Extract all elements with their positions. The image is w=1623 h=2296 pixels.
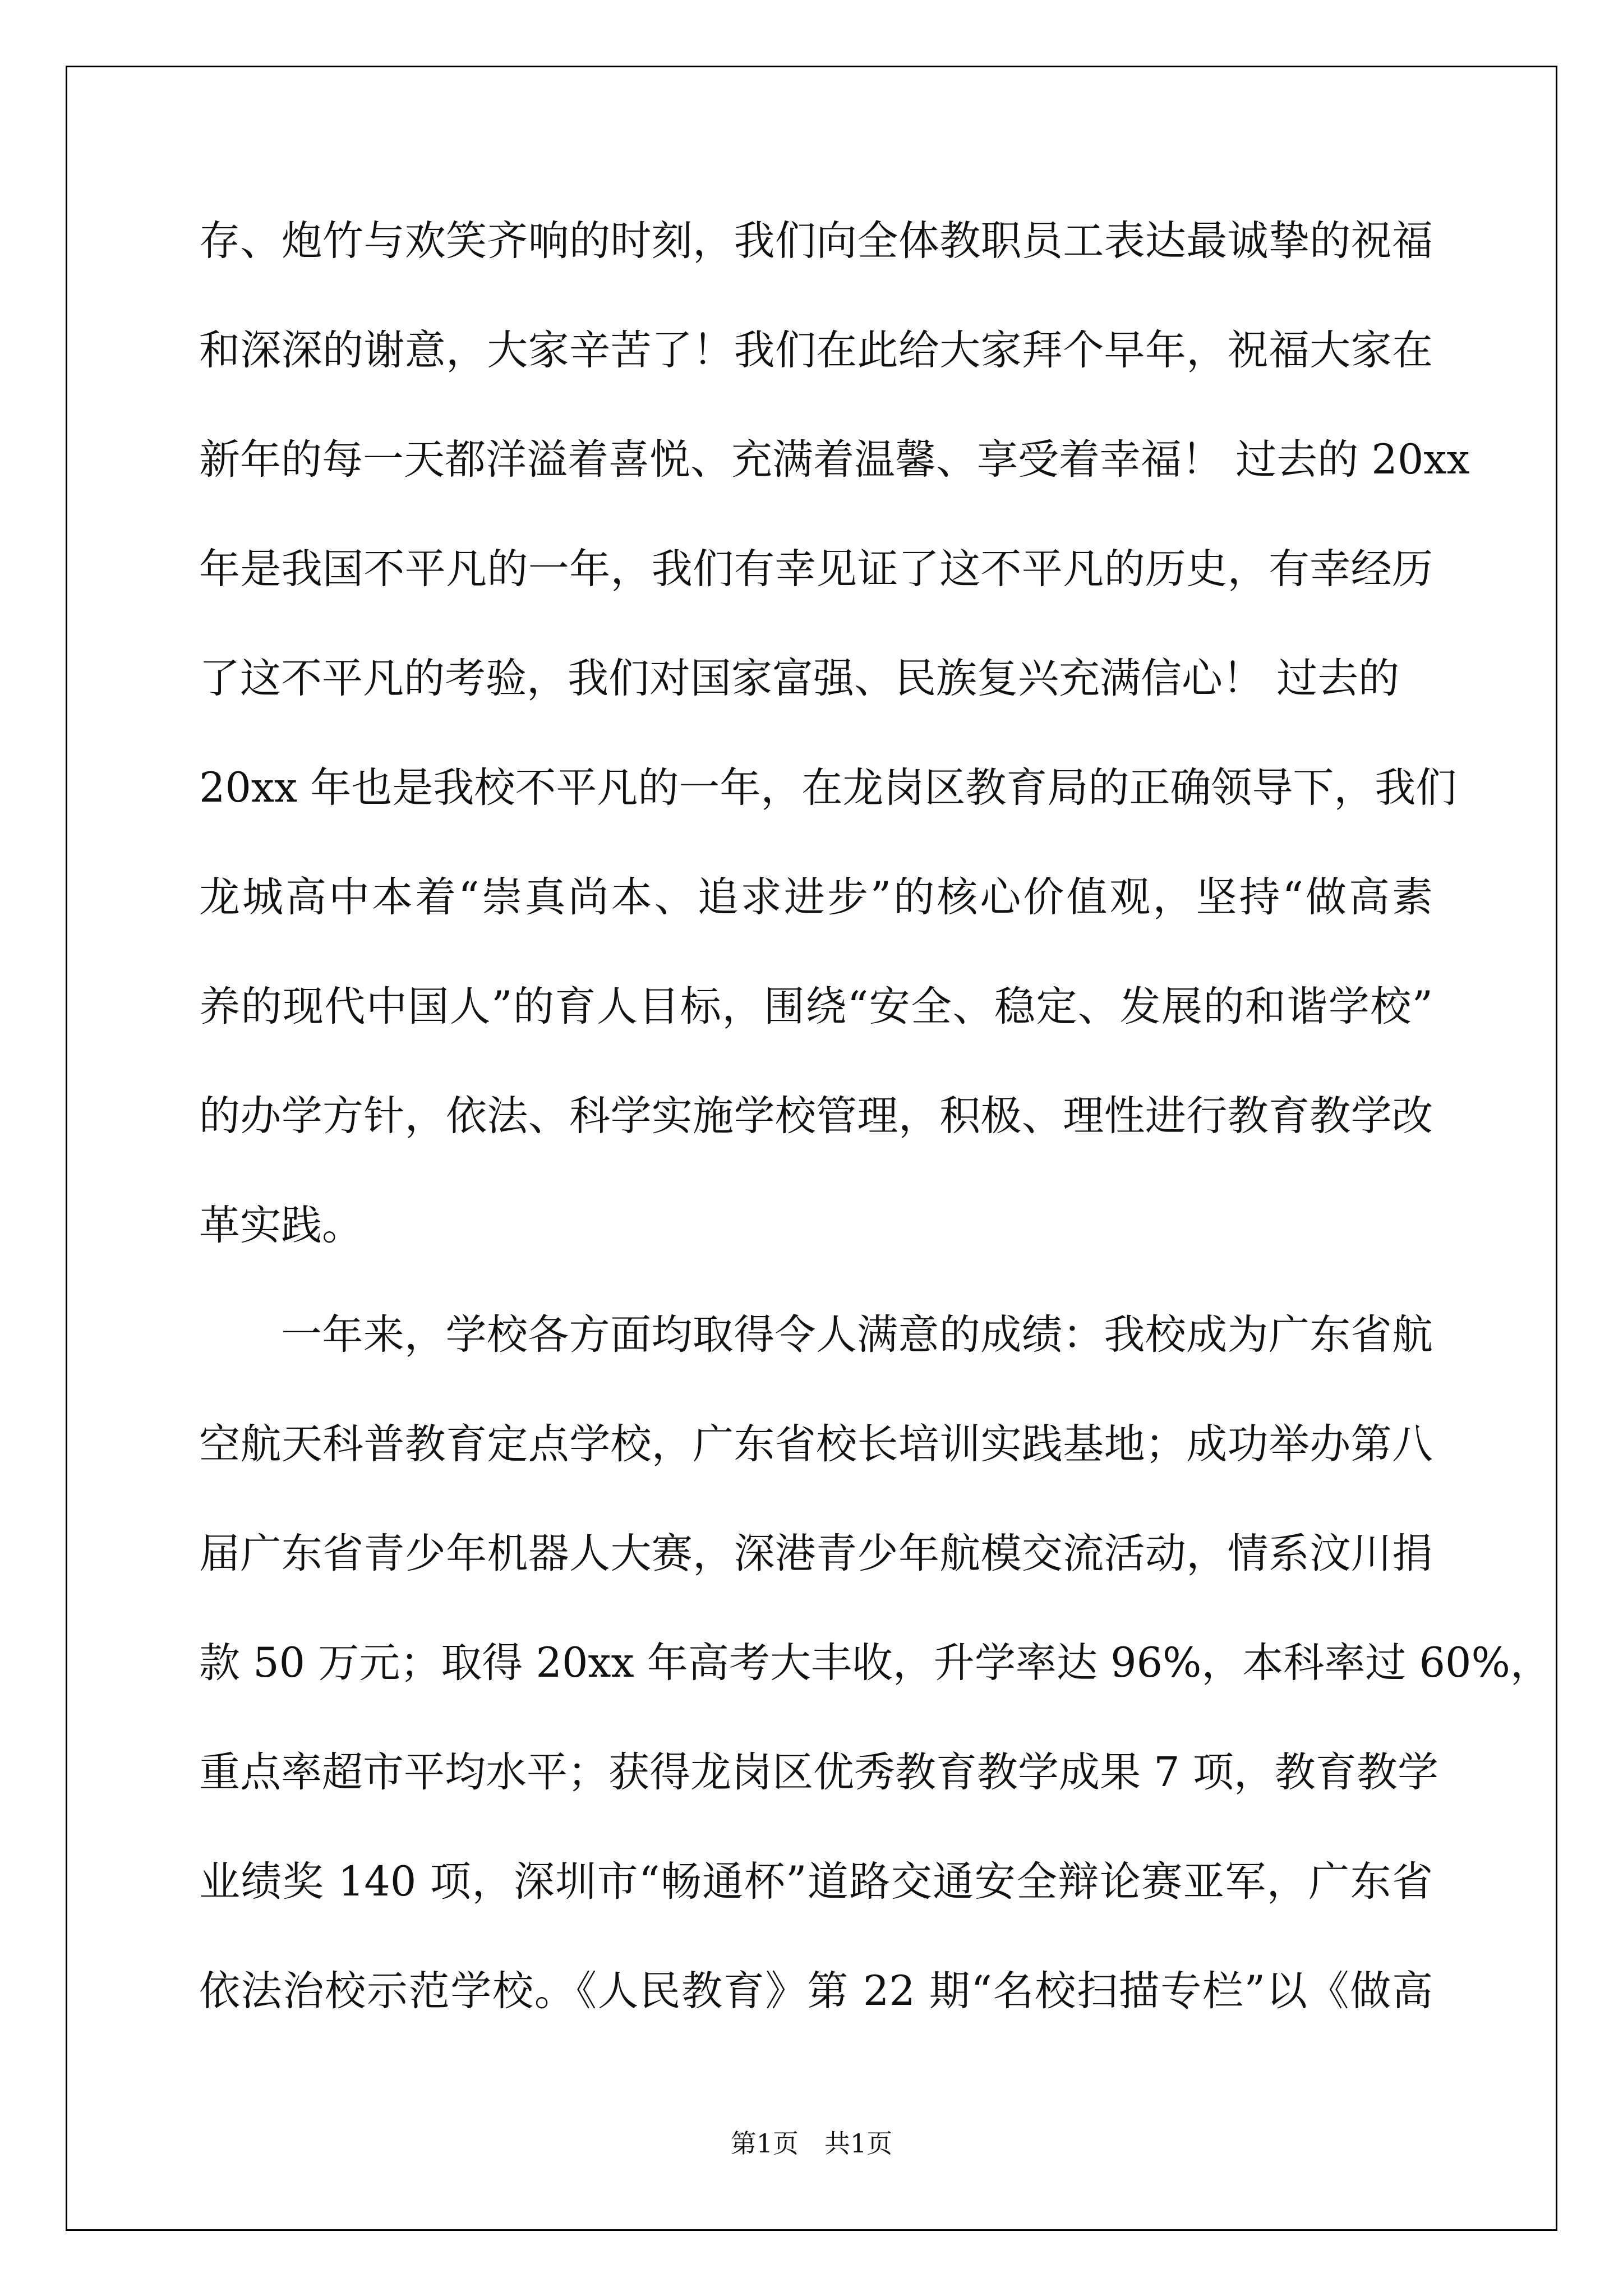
text-line: 革实践。 xyxy=(199,1202,363,1249)
text-line: 业绩奖 140 项，深圳市“畅通杯”道路交通安全辩论赛亚军，广东省 xyxy=(199,1858,1433,1906)
document-body xyxy=(199,213,1551,2073)
text-line: 的办学方针，依法、科学实施学校管理，积极、理性进行教育教学改 xyxy=(199,1092,1433,1140)
text-line: 一年来，学校各方面均取得令人满意的成绩：我校成为广东省航 xyxy=(281,1311,1433,1359)
text-line: 重点率超市平均水平；获得龙岗区优秀教育教学成果 7 项，教育教学 xyxy=(199,1749,1438,1796)
text-line: 龙城高中本着“崇真尚本、追求进步”的核心价值观，坚持“做高素 xyxy=(199,873,1433,921)
text-line: 届广东省青少年机器人大赛，深港青少年航模交流活动，情系汶川捐 xyxy=(199,1530,1433,1577)
text-line: 依法治校示范学校。《人民教育》第 22 期“名校扫描专栏”以《做高 xyxy=(199,1967,1433,2015)
text-line: 款 50 万元；取得 20xx 年高考大丰收，升学率达 96%，本科率过 60%， xyxy=(199,1639,1551,1687)
text-line: 年是我国不平凡的一年，我们有幸见证了这不平凡的历史，有幸经历 xyxy=(199,545,1433,593)
text-line: 存、炮竹与欢笑齐响的时刻，我们向全体教职员工表达最诚挚的祝福 xyxy=(199,217,1433,265)
page-footer: 第1页 共1页 xyxy=(730,2128,893,2159)
text-line: 了这不平凡的考验，我们对国家富强、民族复兴充满信心！ 过去的 xyxy=(199,655,1400,702)
text-line: 和深深的谢意，大家辛苦了！我们在此给大家拜个早年，祝福大家在 xyxy=(199,326,1433,374)
text-line: 20xx 年也是我校不平凡的一年，在龙岗区教育局的正确领导下，我们 xyxy=(199,764,1457,812)
text-line: 新年的每一天都洋溢着喜悦、充满着温馨、享受着幸福！ 过去的 20xx xyxy=(199,436,1470,484)
text-line: 空航天科普教育定点学校，广东省校长培训实践基地；成功举办第八 xyxy=(199,1420,1433,1468)
text-line: 养的现代中国人”的育人目标，围绕“安全、稳定、发展的和谐学校” xyxy=(199,983,1433,1030)
